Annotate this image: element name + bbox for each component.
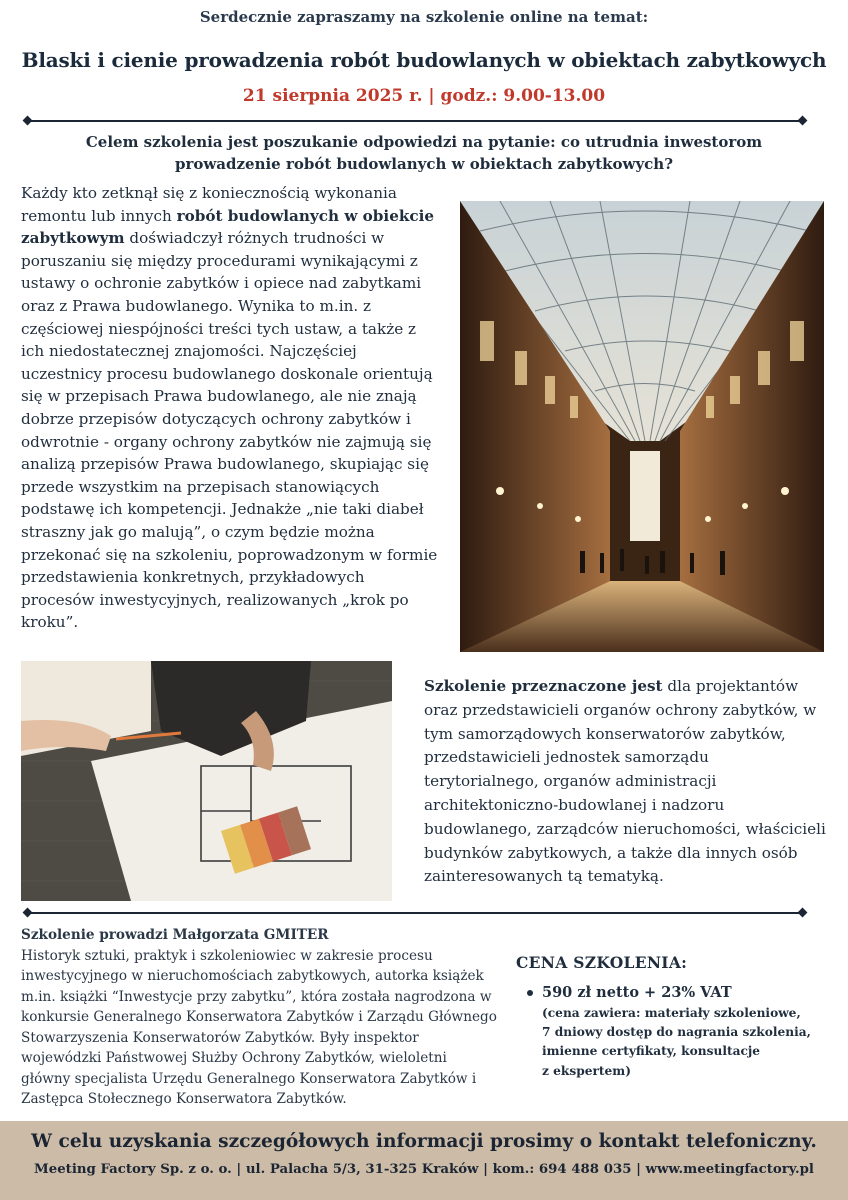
- gallery-photo: [460, 201, 824, 652]
- event-date: 21 sierpnia 2025 r. | godz.: 9.00-13.00: [242, 86, 606, 106]
- audience-bold: Szkolenie przeznaczone jest: [424, 677, 663, 695]
- audience-text: dla projektantów oraz przedstawicieli organów ochrony zabytków, w tym samorządowych konserwatorów zabytków, przedstawicieli jednostek samorządu terytorialnego, organów administracji architektoniczno-budowlanej i nadzoru budowlanego, zarządców nieruchomości, właścicieli budynków zabytkowych, a także dla innych osób zainteresowanych tą tematyką.: [424, 677, 826, 886]
- goal-line-2: prowadzenie robót budowlanych w obiektach zabytkowych?: [175, 155, 673, 173]
- description-paragraph: [21, 182, 441, 634]
- intro-line: Serdecznie zapraszamy na szkolenie online na temat:: [199, 8, 649, 26]
- price-note-line: 7 dniowy dostęp do nagrania szkolenia,: [542, 1025, 811, 1040]
- price-title: CENA SZKOLENIA:: [516, 953, 688, 972]
- trainer-section: [21, 925, 497, 1110]
- description-post: doświadczył różnych trudności w poruszaniu się między procedurami wynikającymi z ustawy o ochronie zabytków i opiece nad zabytkami oraz z Prawa budowlanego. Wynika to m.in. z częściowej niespójności treści tych ustaw, a także z ich niedostatecznej znajomości. Najczęściej uczestnicy procesu budowlanego doskonale orientują się w przepisach Prawa budowlanego, ale nie znają dobrze przepisów dotyczących ochrony zabytków i odwrotnie - organy ochrony zabytków nie zajmują się analizą przepisów Prawa budowlanego, skupiając się przede wszystkim na przepisach stanowiących podstawę ich kompetencji. Jednakże „nie taki diabeł straszny jak go malują”, o czym będzie można przekonać się na szkoleniu, poprowadzonym w formie przedstawienia konkretnych, przykładowych procesów inwestycyjnych, realizowanych „krok po kroku”.: [21, 229, 438, 632]
- description-bold: robót budowlanych w obiekcie zabytkowym: [21, 206, 435, 248]
- price-note: [542, 1004, 812, 1081]
- price-note-line: z ekspertem): [542, 1063, 631, 1078]
- price-amount-item: [527, 984, 732, 1001]
- footer-contact-details: Meeting Factory Sp. z o. o. | ul. Palacha 5/3, 31-325 Kraków | kom.: 694 488 035 | www.meetingfactory.pl: [34, 1162, 814, 1177]
- event-title: Blaski i cienie prowadzenia robót budowlanych w obiektach zabytkowych: [21, 48, 827, 72]
- price-amount: 590 zł netto + 23% VAT: [542, 984, 732, 1001]
- divider-bottom: [27, 912, 803, 914]
- footer-contact-request: W celu uzyskania szczegółowych informacji prosimy o kontakt telefoniczny.: [31, 1131, 817, 1152]
- description-pre: Każdy kto zetknął się z koniecznością wykonania remontu lub innych: [21, 184, 397, 225]
- divider-top: [27, 120, 803, 122]
- goal-line-1: Celem szkolenia jest poszukanie odpowiedzi na pytanie: co utrudnia inwestorom: [85, 133, 763, 151]
- trainer-heading: Szkolenie prowadzi Małgorzata GMITER: [21, 927, 329, 943]
- blueprint-photo: [21, 661, 392, 901]
- goal-statement: [60, 131, 788, 175]
- price-note-line: (cena zawiera: materiały szkoleniowe,: [542, 1006, 801, 1020]
- bullet-icon: [527, 990, 533, 996]
- trainer-bio: Historyk sztuki, praktyk i szkoleniowiec w zakresie procesu inwestycyjnego w nieruchomościach zabytkowych, autorka książek m.in. książki “Inwestycje przy zabytku”, która została nagrodzona w konkursie Generalnego Konserwatora Zabytków i Zarządu Głównego Stowarzyszenia Konserwatorów Zabytków. Były inspektor wojewódzki Państwowej Służby Ochrony Zabytków, wieloletni główny specjalista Urzędu Generalnego Konserwatora Zabytków i Zastępca Stołecznego Konserwatora Zabytków.: [21, 947, 497, 1107]
- audience-paragraph: [424, 675, 828, 889]
- price-note-line: imienne certyfikaty, konsultacje: [542, 1044, 761, 1059]
